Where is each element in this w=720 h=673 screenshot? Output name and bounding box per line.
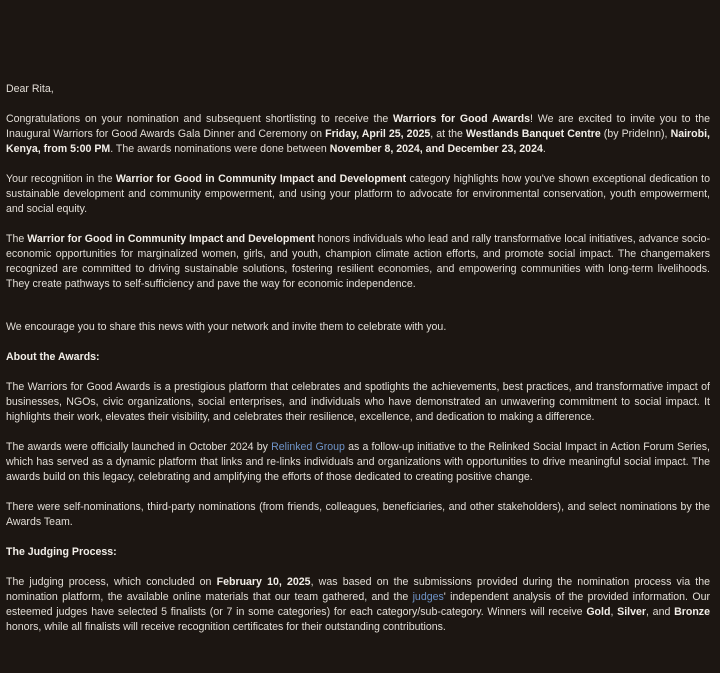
text: . (542, 143, 546, 155)
category-name: Warrior for Good in Community Impact and Development (115, 173, 407, 185)
paragraph-share: We encourage you to share this news with your network and invite them to celebrate with you. (6, 321, 447, 333)
heading-judging-text: The Judging Process: (6, 546, 117, 558)
paragraph-launch (6, 440, 710, 485)
heading-about (6, 350, 710, 365)
text: honors individuals who lead and rally transformative local initiatives, advance socio-economic opportunities for marginalized women, girls, and youth, champion climate action efforts, and promote social impact. The changemakers recognized are committed to driving sustainable solutions, fostering resilient economies, and empowering communities with long-term livelihoods. They create pathways to self-sufficiency and pave the way for economic independence. (6, 233, 711, 290)
text: as a follow-up initiative to the Relinked Social Impact in Action Forum Series, which has served as a dynamic platform that links and re-links individuals and organizations with opportunities to drive meaningful social impact. The awards build on this legacy, celebrating and amplifying the efforts of those dedicated to creating positive change. (6, 441, 711, 483)
event-venue: Westlands Banquet Centre (465, 128, 601, 140)
text: (by PrideInn), (600, 128, 671, 140)
paragraph-category (6, 232, 710, 292)
paragraph-about: The Warriors for Good Awards is a prestigious platform that celebrates and spotlights the achievements, best practices, and transformative impact of businesses, NGOs, civic organizations, social enterprises, and individuals who have demonstrated an unwavering commitment to social impact. It highlights their work, elevates their visibility, and celebrates their resilience, excellence, and dedication to making a difference. (6, 381, 710, 423)
text: , at the (430, 128, 466, 140)
text: ! We are excited to invite you to the Inaugural Warriors for Good Awards Gala Dinner and Ceremony on (6, 113, 711, 140)
text: honors, while all finalists will receive recognition certificates for their outstanding contributions. (6, 621, 446, 633)
text: Your recognition in the (6, 173, 116, 185)
text: The awards were officially launched in October 2024 by (6, 441, 272, 453)
text: , was based on the submissions provided during the nomination process via the nomination platform, the available online materials that our team gathered, and the (6, 576, 710, 603)
paragraph-invitation (6, 112, 710, 157)
heading-judging (6, 545, 710, 560)
letter-body (6, 82, 710, 635)
category-name: Warrior for Good in Community Impact and Development (27, 233, 315, 245)
text: Congratulations on your nomination and subsequent shortlisting to receive the (6, 113, 394, 125)
greeting: Dear Rita, (6, 83, 54, 95)
honor-silver: Silver (617, 606, 646, 618)
honor-gold: Gold (586, 606, 611, 618)
heading-about-text: About the Awards: (6, 351, 100, 363)
judging-date: February 10, 2025 (216, 576, 311, 588)
award-name: Warriors for Good Awards (393, 113, 531, 125)
event-date: Friday, April 25, 2025 (325, 128, 431, 140)
text: , (610, 606, 618, 618)
text: , and (646, 606, 675, 618)
paragraph-recognition (6, 172, 710, 217)
paragraph-nominations: There were self-nominations, third-party nominations (from friends, colleagues, beneficiaries, and other stakeholders), and select nominations by the Awards Team. (6, 501, 710, 528)
event-location-time: Nairobi, Kenya, from 5:00 PM (6, 128, 710, 155)
text: . The awards nominations were done between (110, 143, 330, 155)
text: The judging process, which concluded on (6, 576, 217, 588)
judges-link[interactable]: judges (412, 591, 444, 603)
honor-bronze: Bronze (674, 606, 710, 618)
relinked-group-link[interactable]: Relinked Group (271, 441, 345, 453)
paragraph-judging (6, 575, 710, 635)
text: ' independent analysis of the provided information. Our esteemed judges have selected 5 finalists (or 7 in some categories) for each category/sub-category. Winners will receive (6, 591, 710, 618)
text: The (6, 233, 28, 245)
text: category highlights how you've shown exceptional dedication to sustainable development and community empowerment, and using your platform to advocate for environmental conservation, youth empowerment, and social equity. (6, 173, 710, 215)
nomination-period: November 8, 2024, and December 23, 2024 (329, 143, 543, 155)
